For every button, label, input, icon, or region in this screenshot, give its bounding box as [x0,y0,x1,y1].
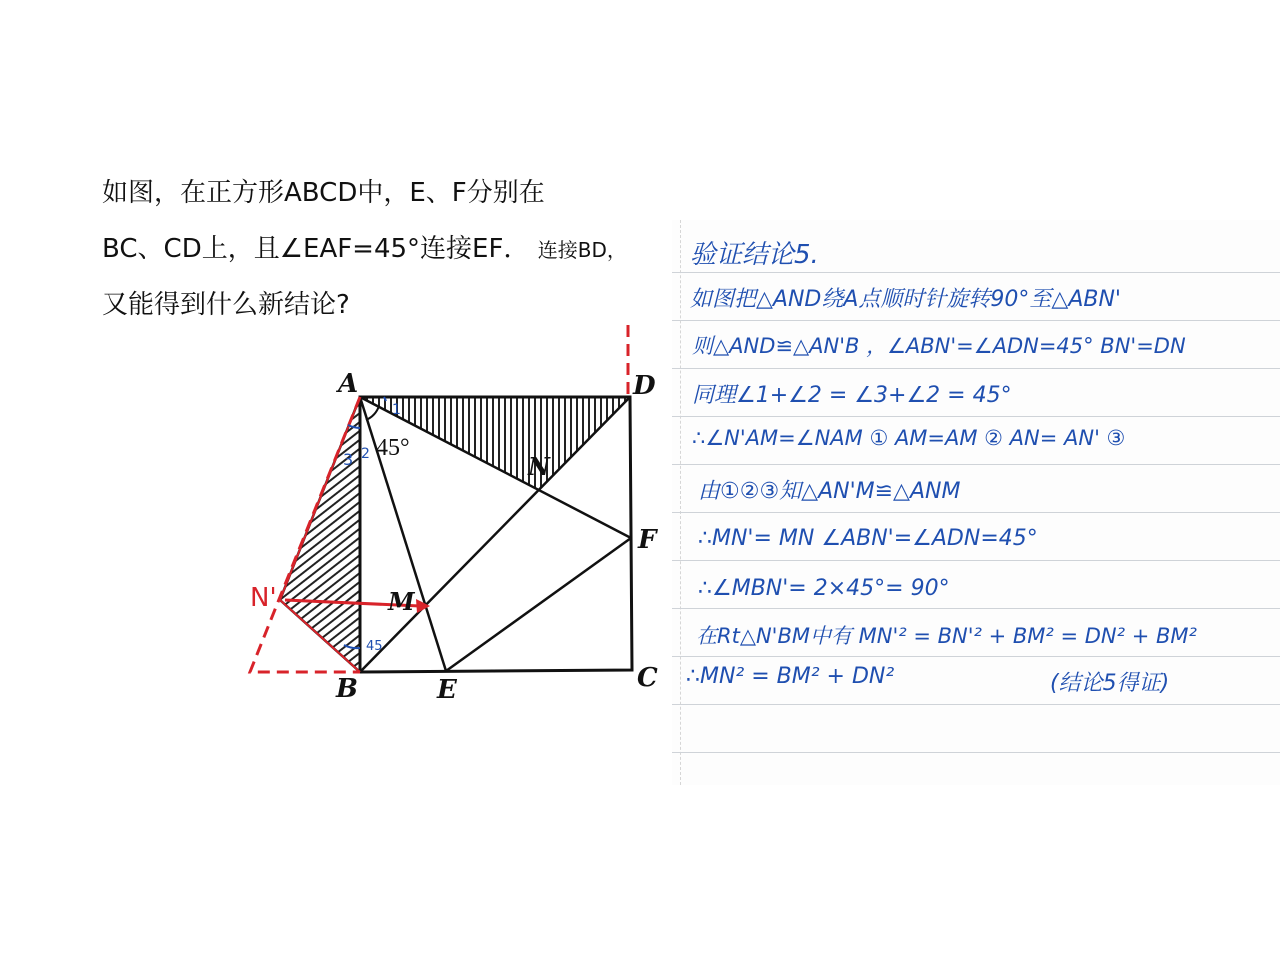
label-angle-45: 45° [376,435,410,461]
paper-rule [672,464,1280,465]
paper-rule [672,752,1280,753]
label-angle-45-small: 45 [366,639,383,654]
paper-rule [672,560,1280,561]
notes-line-2: 则△AND≌△AN'B ，∠ABN'=∠ADN=45° BN'=DN [692,334,1186,358]
notes-line-1: 如图把△AND绕A点顺时针旋转90°至△ABN' [690,287,1121,312]
paper-rule [672,320,1280,321]
label-f: F [638,525,657,555]
paper-margin-line [680,220,681,785]
problem-line-2-main: BC、CD上，且∠EAF=45°连接EF． [102,234,530,264]
label-c: C [637,663,658,693]
paper-rule [672,512,1280,513]
problem-line-1: 如图，在正方形ABCD中，E、F分别在 [102,178,545,208]
paper-rule [672,368,1280,369]
problem-line-2-note: 连接BD， [537,238,627,262]
label-e: E [437,675,457,705]
label-angle-3: 3 [343,450,354,469]
label-d: D [633,371,656,401]
angle-arc-45 [366,406,379,420]
paper-rule [672,608,1280,609]
notes-line-6: ∴MN'= MN ∠ABN'=∠ADN=45° [698,526,1038,551]
paper-rule [672,272,1280,273]
label-n-prime: N' [250,583,277,613]
lined-notes-paper [672,220,1280,785]
hatched-triangle-anb [280,397,360,672]
label-n: N [528,452,550,481]
notes-line-3: 同理∠1+∠2 = ∠3+∠2 = 45° [692,383,1012,408]
notes-line-5: 由①②③知△AN'M≌△ANM [698,479,961,504]
notes-title: 验证结论5. [690,240,819,270]
notes-line-8: 在Rt△N'BM中有 MN'² = BN'² + BM² = DN² + BM² [696,624,1197,648]
paper-rule [672,416,1280,417]
problem-line-3: 又能得到什么新结论? [102,290,350,320]
segment-ef [446,538,631,671]
notes-line-9: ∴MN² = BM² + DN² [686,664,895,689]
notes-line-7: ∴∠MBN'= 2×45°= 90° [698,576,950,601]
label-m: M [388,587,415,616]
label-angle-2: 2 [361,446,370,462]
paper-rule [672,704,1280,705]
notes-conclusion: (结论5得证) [1050,671,1170,696]
label-angle-1: 1 [392,402,401,418]
label-b: B [336,674,358,704]
paper-rule [672,656,1280,657]
notes-line-4: ∴∠N'AM=∠NAM ① AM=AM ② AN= AN' ③ [692,426,1126,450]
label-a: A [338,369,359,399]
